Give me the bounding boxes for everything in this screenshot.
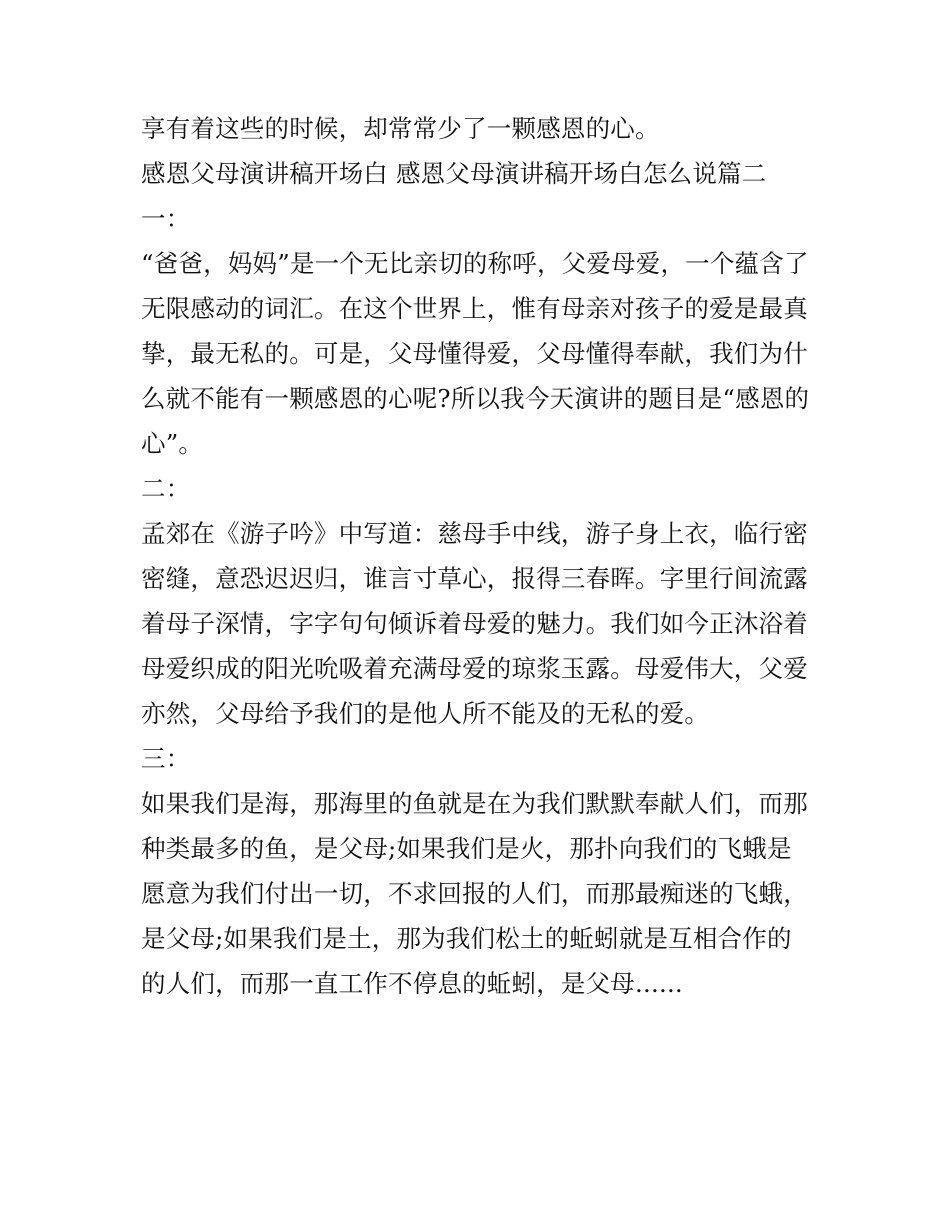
text-line: 种类最多的鱼，是父母;如果我们是火，那扑向我们的飞蛾是 [141,834,792,863]
section-number: 二： [141,474,191,503]
section-number: 一： [141,204,191,233]
text-line: 密缝，意恐迟迟归，谁言寸草心，报得三春晖。字里行间流露 [141,564,808,593]
text-line: 么就不能有一颗感恩的心呢?所以我今天演讲的题目是“感恩的 [141,384,810,413]
section-heading: 感恩父母演讲稿开场白 感恩父母演讲稿开场白怎么说篇二 [141,159,767,188]
text-line: 的人们，而那一直工作不停息的蚯蚓，是父母...... [141,969,683,998]
text-line: 享有着这些的时候，却常常少了一颗感恩的心。 [141,114,660,143]
text-line: 挚，最无私的。可是，父母懂得爱，父母懂得奉献，我们为什 [141,339,808,368]
text-line: 是父母;如果我们是土，那为我们松土的蚯蚓就是互相合作的 [141,924,792,953]
section-number: 三： [141,744,191,773]
text-line: 母爱织成的阳光吮吸着充满母爱的琼浆玉露。母爱伟大，父爱 [141,654,808,683]
text-line: 心”。 [141,429,204,458]
text-line: 如果我们是海，那海里的鱼就是在为我们默默奉献人们，而那 [141,789,808,818]
text-line: 着母子深情，字字句句倾诉着母爱的魅力。我们如今正沐浴着 [141,609,808,638]
text-line: 亦然，父母给予我们的是他人所不能及的无私的爱。 [141,699,710,728]
text-line: “爸爸，妈妈”是一个无比亲切的称呼，父爱母爱，一个蕴含了 [141,249,809,278]
text-line: 孟郊在《游子吟》中写道：慈母手中线，游子身上衣，临行密 [141,519,808,548]
document-body [141,106,821,1006]
text-line: 无限感动的词汇。在这个世界上，惟有母亲对孩子的爱是最真 [141,294,808,323]
text-line: 愿意为我们付出一切，不求回报的人们，而那最痴迷的飞蛾， [141,879,808,908]
